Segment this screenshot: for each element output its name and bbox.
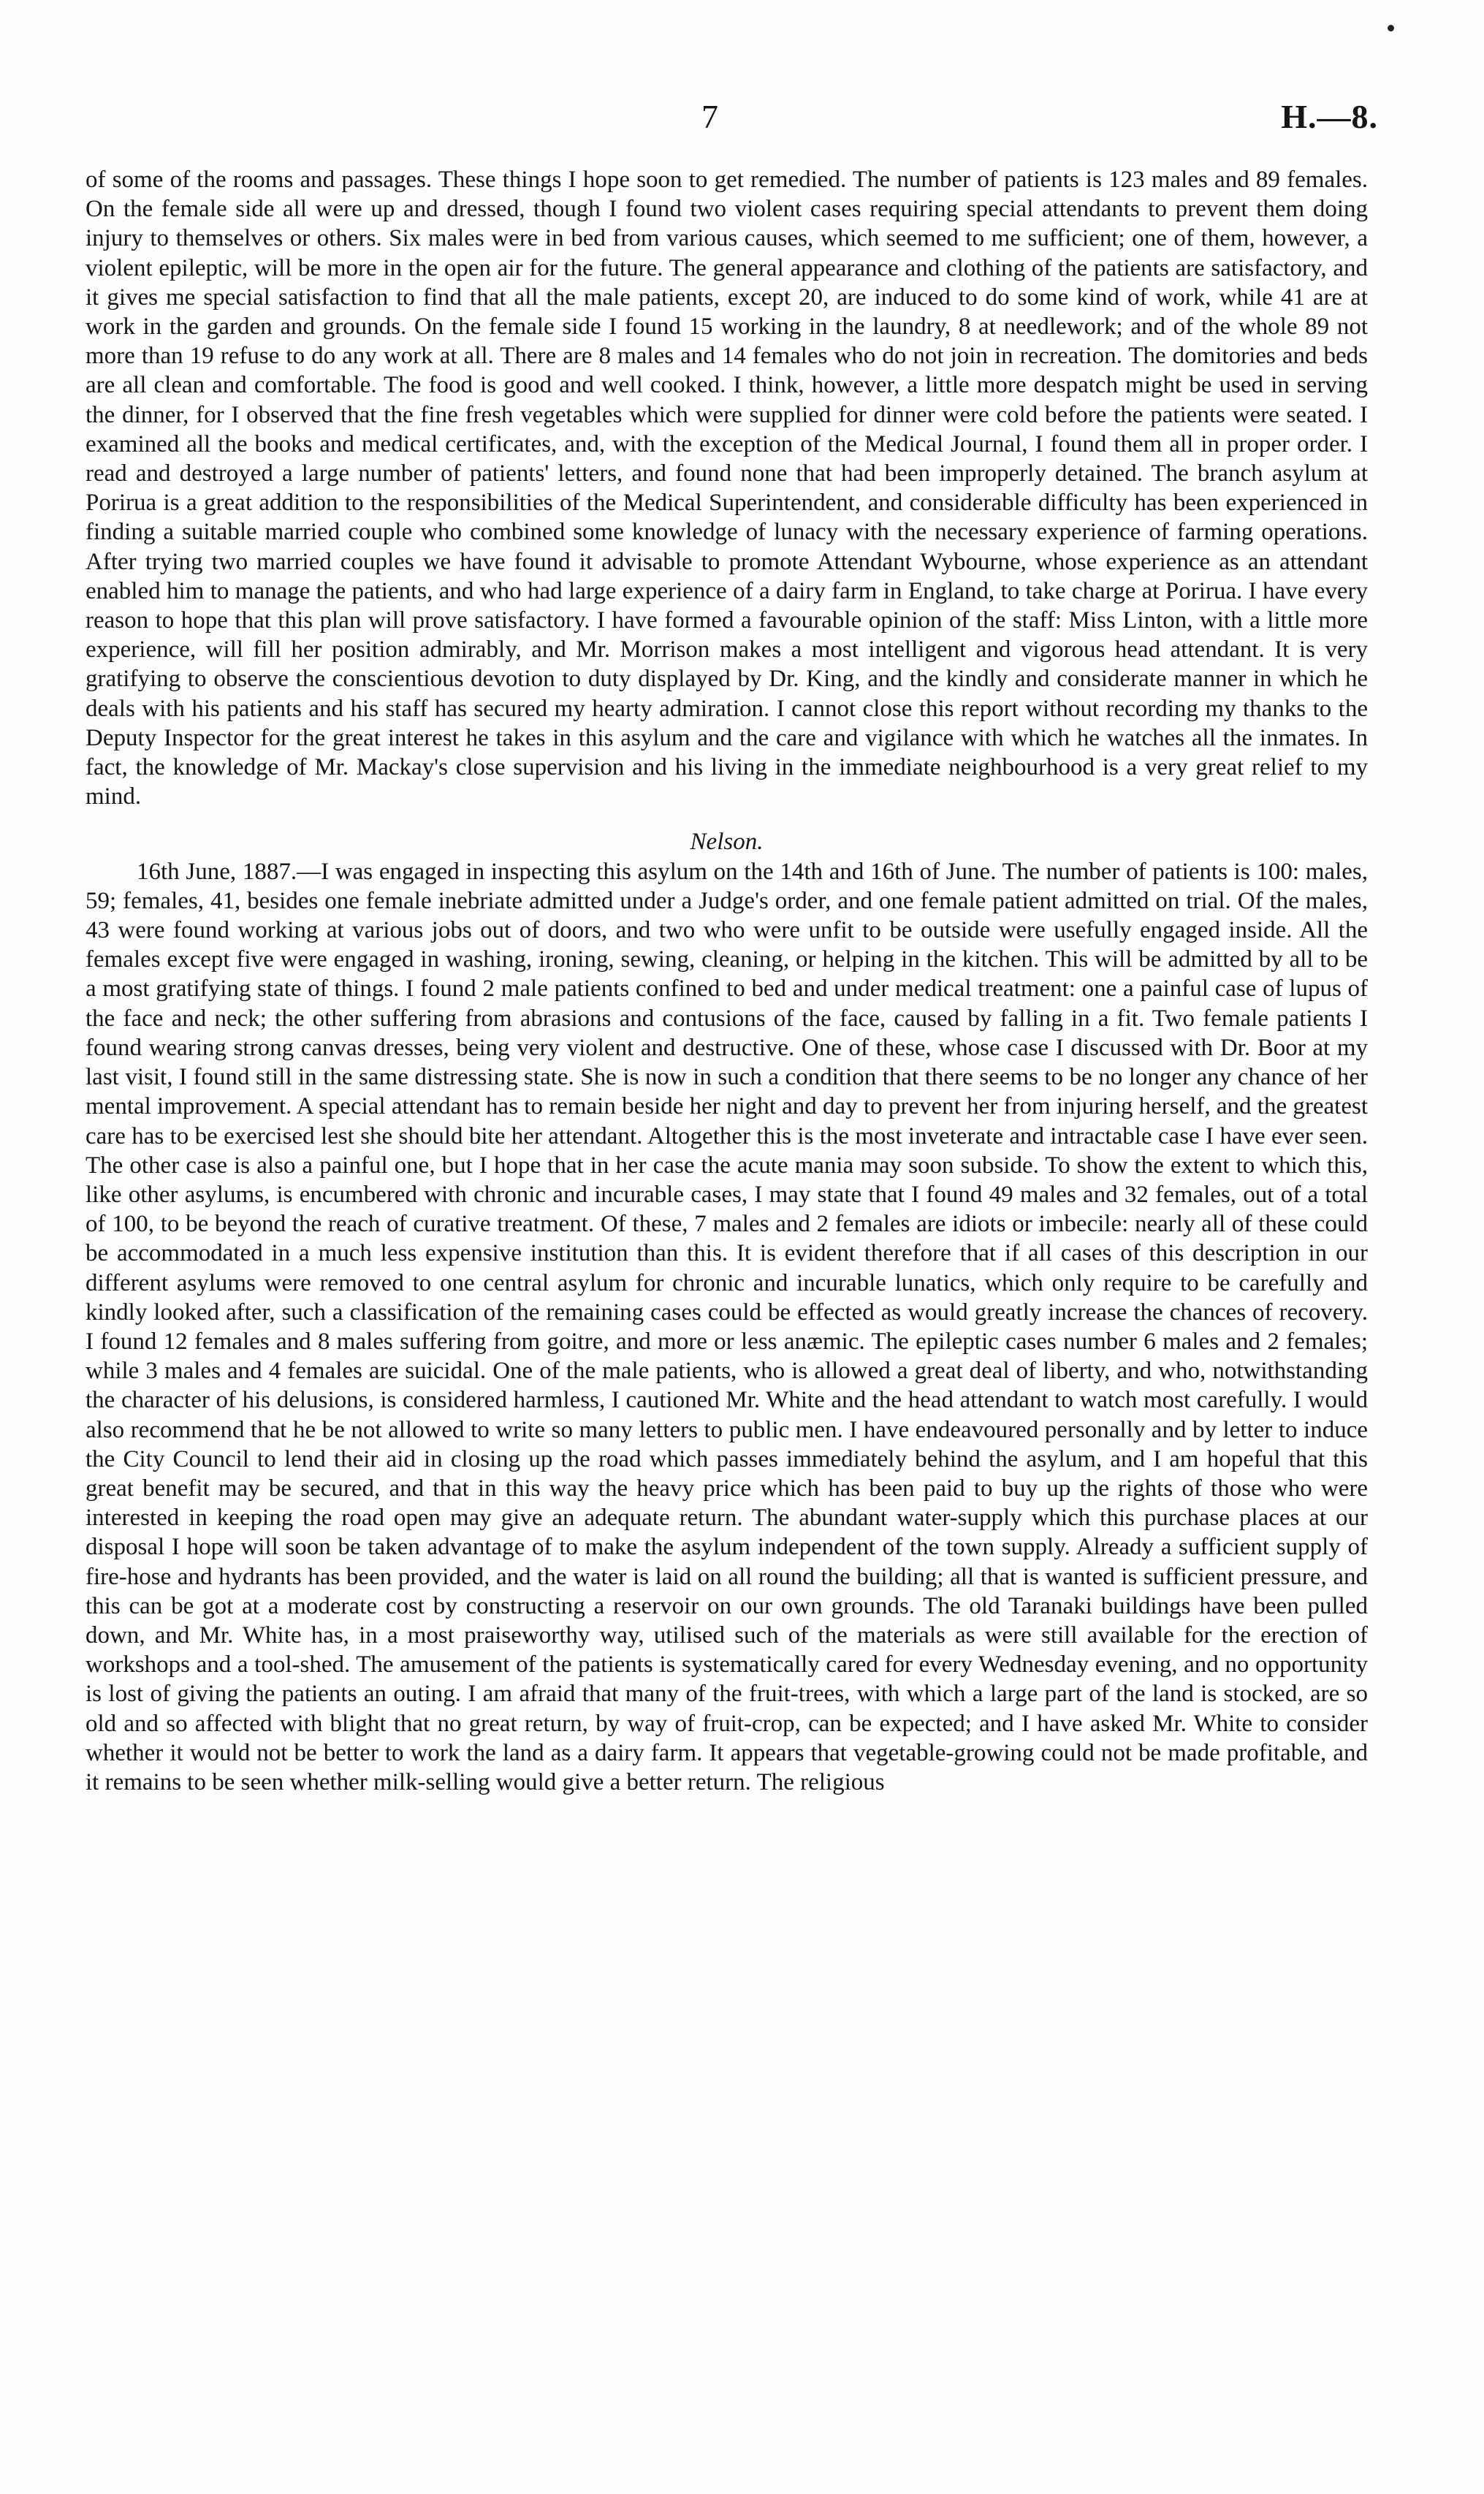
page-number: 7 bbox=[701, 98, 718, 135]
document-code: H.—8. bbox=[1281, 98, 1378, 135]
ink-speck bbox=[1388, 25, 1394, 31]
report-body bbox=[85, 165, 1368, 1797]
section-heading-nelson: Nelson. bbox=[690, 829, 764, 856]
wellington-report-continuation: of some of the rooms and passages. These things I hope soon to get remedied. The number of patients is 123 males and 89 females. On the female side all were up and dressed, though I found two violent cases requiring special attendants to prevent them doing injury to themselves or others. Six males were in bed from various causes, which seemed to me sufficient; one of them, however, a violent epileptic, will be more in the open air for the future. The general appearance and clothing of the patients are satisfactory, and it gives me special satisfaction to find that all the male patients, except 20, are induced to do some kind of work, while 41 are at work in the garden and grounds. On the female side I found 15 working in the laundry, 8 at needlework; and of the whole 89 not more than 19 refuse to do any work at all. There are 8 males and 14 females who do not join in recreation. The domitories and beds are all clean and comfortable. The food is good and well cooked. I think, however, a little more despatch might be used in serving the dinner, for I observed that the fine fresh vegetables which were supplied for dinner were cold before the patients were seated. I examined all the books and medical certificates, and, with the exception of the Medical Journal, I found them all in proper order. I read and destroyed a large number of patients' letters, and found none that had been improperly detained. The branch asylum at Porirua is a great addition to the responsibilities of the Medical Superintendent, and considerable difficulty has been experienced in finding a suitable married couple who combined some knowledge of lunacy with the necessary experience of farming operations. After trying two married couples we have found it advisable to promote Attendant Wybourne, whose experience as an attendant enabled him to manage the patients, and who had large experience of a dairy farm in England, to take charge at Porirua. I have every reason to hope that this plan will prove satisfactory. I have formed a favourable opinion of the staff: Miss Linton, with a little more experience, will fill her position admirably, and Mr. Morrison makes a most intelligent and vigorous head attendant. It is very gratifying to observe the conscientious devotion to duty displayed by Dr. King, and the kindly and considerate manner in which he deals with his patients and his staff has secured my hearty admiration. I cannot close this report without recording my thanks to the Deputy Inspector for the great interest he takes in this asylum and the care and vigilance with which he watches all the inmates. In fact, the knowledge of Mr. Mackay's close supervision and his living in the immediate neighbourhood is a very great relief to my mind. bbox=[85, 167, 1368, 810]
nelson-report-paragraph: 16th June, 1887.—I was engaged in inspecting this asylum on the 14th and 16th of June. The number of patients is 100: males, 59; females, 41, besides one female inebriate admitted under a Judge's order, and one female patient admitted on trial. Of the males, 43 were found working at various jobs out of doors, and two who were unfit to be outside were usefully engaged inside. All the females except five were engaged in washing, ironing, sewing, cleaning, or helping in the kitchen. This will be admitted by all to be a most gratifying state of things. I found 2 male patients confined to bed and under medical treatment: one a painful case of lupus of the face and neck; the other suffering from abrasions and contusions of the face, caused by falling in a fit. Two female patients I found wearing strong canvas dresses, being very violent and destructive. One of these, whose case I discussed with Dr. Boor at my last visit, I found still in the same distressing state. She is now in such a condition that there seems to be no longer any chance of her mental improvement. A special attendant has to remain beside her night and day to prevent her from injuring herself, and the greatest care has to be exercised lest she should bite her attendant. Altogether this is the most inveterate and intractable case I have ever seen. The other case is also a painful one, but I hope that in her case the acute mania may soon subside. To show the extent to which this, like other asylums, is encumbered with chronic and incurable cases, I may state that I found 49 males and 32 females, out of a total of 100, to be beyond the reach of curative treatment. Of these, 7 males and 2 females are idiots or imbecile: nearly all of these could be accommodated in a much less expensive institution than this. It is evident therefore that if all cases of this description in our different asylums were removed to one central asylum for chronic and incurable lunatics, which only require to be carefully and kindly looked after, such a classification of the remaining cases could be effected as would greatly increase the chances of recovery. I found 12 females and 8 males suffering from goitre, and more or less anæmic. The epileptic cases number 6 males and 2 females; while 3 males and 4 females are suicidal. One of the male patients, who is allowed a great deal of liberty, and who, notwithstanding the character of his delusions, is considered harmless, I cautioned Mr. White and the head attendant to watch most carefully. I would also recommend that he be not allowed to write so many letters to public men. I have endeavoured personally and by letter to induce the City Council to lend their aid in closing up the road which passes immediately behind the asylum, and I am hopeful that this great benefit may be secured, and that in this way the heavy price which has been paid to buy up the rights of those who were interested in keeping the road open may give an adequate return. The abundant water-supply which this purchase places at our disposal I hope will soon be taken advantage of to make the asylum independent of the town supply. Already a sufficient supply of fire-hose and hydrants has been provided, and the water is laid on all round the building; all that is wanted is sufficient pressure, and this can be got at a moderate cost by constructing a reservoir on our own grounds. The old Taranaki buildings have been pulled down, and Mr. White has, in a most praiseworthy way, utilised such of the materials as were still available for the erection of workshops and a tool-shed. The amusement of the patients is systematically cared for every Wednesday evening, and no opportunity is lost of giving the patients an outing. I am afraid that many of the fruit-trees, with which a large part of the land is stocked, are so old and so affected with blight that no great return, by way of fruit-crop, can be expected; and I have asked Mr. White to consider whether it would not be better to work the land as a dairy farm. It appears that vegetable-growing could not be made profitable, and it remains to be seen whether milk-selling would give a better return. The religious bbox=[85, 858, 1368, 1795]
